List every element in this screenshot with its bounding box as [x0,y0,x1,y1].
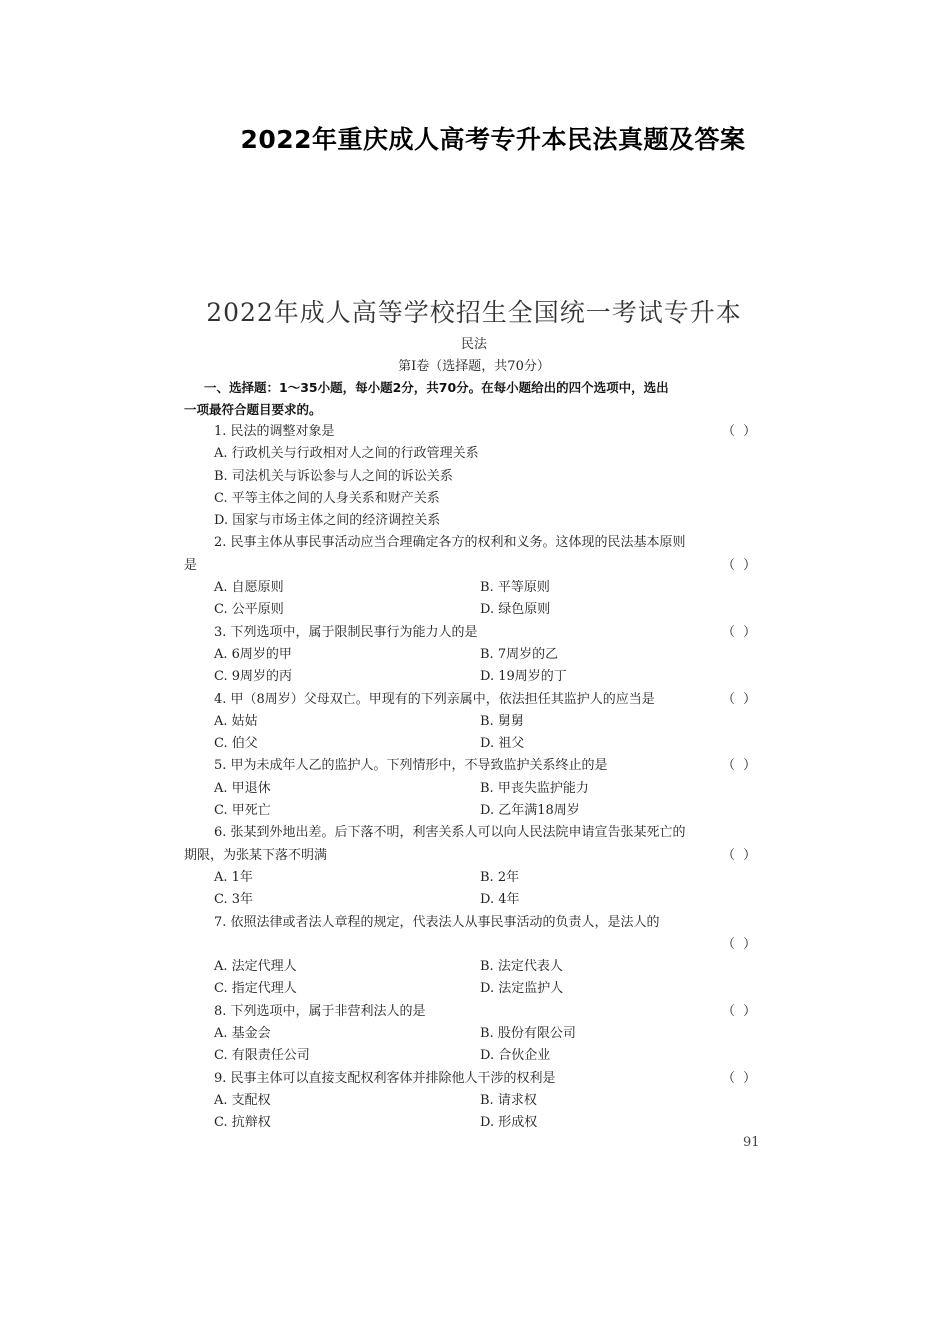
option-text: D. 乙年满18周岁 [480,803,580,819]
answer-blank: （ ） [722,758,759,774]
option-text: C. 指定代理人 [214,981,297,997]
answer-blank: （ ） [722,936,759,952]
option-text: A. 基金会 [214,1026,271,1042]
question-1-stem [184,421,769,443]
question-stem-text: 4. 甲（8周岁）父母双亡。甲现有的下列亲属中，依法担任其监护人的应当是 [214,691,655,707]
part-heading: 第Ⅰ卷（选择题，共70分） [398,359,550,374]
section-instructions-line-2: 一项最符合题目要求的。 [184,402,322,418]
question-4-options-cd [184,733,769,755]
question-6-options-ab [184,867,769,889]
question-stem-text: 1. 民法的调整对象是 [214,424,335,439]
section-instructions [184,377,769,422]
option-text: D. 绿色原则 [480,602,551,618]
question-2-options-ab [184,577,769,599]
document-title: 2022年重庆成人高考专升本民法真题及答案 [240,125,746,154]
question-stem-text: 期限，为张某下落不明满 [184,847,328,863]
question-7-options-cd [184,978,769,1000]
option-text: D. 4年 [480,892,520,908]
section-instructions-line-1: 一、选择题：1～35小题，每小题2分，共70分。在每小题给出的四个选项中，选出 [204,380,669,395]
subject-label: 民法 [460,337,487,352]
option-text: D. 合伙企业 [480,1048,551,1064]
question-4-stem [184,689,769,711]
answer-blank: （ ） [722,1070,759,1086]
option-text: D. 国家与市场主体之间的经济调控关系 [214,513,441,529]
option-text: C. 甲死亡 [214,803,271,819]
question-5-options-ab [184,778,769,800]
question-stem-text: 2. 民事主体从事民事活动应当合理确定各方的权利和义务。这体现的民法基本原则 [214,535,686,551]
option-text: B. 司法机关与诉讼参与人之间的诉讼关系 [214,468,453,484]
question-5-options-cd [184,800,769,822]
question-stem-text: 9. 民事主体可以直接支配权利客体并排除他人干涉的权利是 [214,1070,556,1086]
question-1-option-a [184,443,769,465]
question-3-options-cd [184,666,769,688]
question-7-answer-row [184,934,769,956]
question-8-options-ab [184,1023,769,1045]
question-1-option-c [184,488,769,510]
exam-title: 2022年成人高等学校招生全国统一考试专升本 [206,298,742,327]
option-text: D. 法定监护人 [480,981,564,997]
option-text: A. 行政机关与行政相对人之间的行政管理关系 [214,446,479,462]
option-text: D. 祖父 [480,736,525,752]
answer-blank: （ ） [722,424,759,439]
option-text: B. 平等原则 [480,580,550,596]
option-text: B. 股份有限公司 [480,1026,576,1042]
question-9-options-ab [184,1090,769,1112]
option-text: A. 甲退休 [214,780,271,796]
question-stem-text: 8. 下列选项中，属于非营利法人的是 [214,1003,426,1019]
option-text: C. 3年 [214,892,254,908]
question-list [184,421,769,1135]
question-7-options-ab [184,956,769,978]
option-text: A. 自愿原则 [214,580,284,596]
answer-blank: （ ） [722,691,759,707]
question-stem-text: 6. 张某到外地出差。后下落不明，利害关系人可以向人民法院申请宣告张某死亡的 [214,825,686,841]
answer-blank: （ ） [722,847,759,863]
question-3-stem [184,622,769,644]
question-4-options-ab [184,711,769,733]
option-text: B. 7周岁的乙 [480,646,559,662]
option-text: C. 有限责任公司 [214,1048,310,1064]
option-text: B. 甲丧失监护能力 [480,780,589,796]
question-9-stem [184,1068,769,1090]
question-2-stem-continued [184,555,769,577]
option-text: B. 舅舅 [480,713,524,729]
question-5-stem [184,755,769,777]
question-stem-text: 是 [184,557,198,573]
option-text: A. 法定代理人 [214,959,297,975]
question-stem-text: 7. 依照法律或者法人章程的规定，代表法人从事民事活动的负责人，是法人的 [214,914,660,930]
question-1-option-d [184,510,769,532]
option-text: A. 6周岁的甲 [214,646,292,662]
scanned-exam-page [184,285,769,1165]
option-text: C. 伯父 [214,736,258,752]
option-text: A. 1年 [214,869,253,885]
question-8-stem [184,1001,769,1023]
option-text: C. 9周岁的丙 [214,669,293,685]
answer-blank: （ ） [722,557,759,573]
answer-blank: （ ） [722,1003,759,1019]
option-text: C. 平等主体之间的人身关系和财产关系 [214,490,440,506]
option-text: A. 支配权 [214,1092,271,1108]
option-text: D. 形成权 [480,1115,538,1131]
option-text: C. 抗辩权 [214,1115,271,1131]
question-8-options-cd [184,1045,769,1067]
question-2-stem [184,532,769,554]
question-1-option-b [184,466,769,488]
option-text: D. 19周岁的丁 [480,669,567,685]
question-6-options-cd [184,889,769,911]
question-stem-text: 5. 甲为未成年人乙的监护人。下列情形中，不导致监护关系终止的是 [214,758,608,774]
option-text: B. 请求权 [480,1092,537,1108]
option-text: B. 法定代表人 [480,959,563,975]
question-2-options-cd [184,599,769,621]
question-6-stem [184,822,769,844]
question-6-stem-continued [184,845,769,867]
option-text: C. 公平原则 [214,602,284,618]
question-9-options-cd [184,1112,769,1134]
option-text: A. 姑姑 [214,713,258,729]
answer-blank: （ ） [722,624,759,640]
option-text: B. 2年 [480,869,520,885]
page-number: 91 [743,1135,760,1150]
question-stem-text: 3. 下列选项中，属于限制民事行为能力人的是 [214,624,478,640]
question-7-stem [184,912,769,934]
question-3-options-ab [184,644,769,666]
